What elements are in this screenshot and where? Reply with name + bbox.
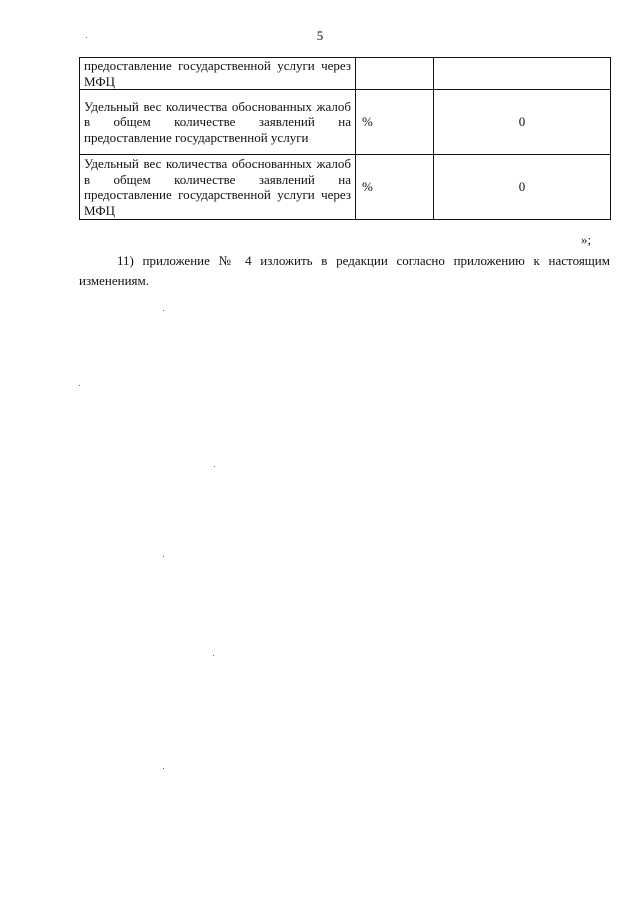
closing-quote: »; — [581, 232, 592, 247]
indicator-text: Удельный вес количества обоснованных жалоб в общем количестве заявлений на предоставление государственной услуги — [84, 98, 351, 145]
indicator-cell — [80, 155, 356, 220]
table-row — [80, 58, 611, 90]
scan-speck — [79, 385, 80, 386]
scan-speck — [213, 655, 214, 656]
amendment-paragraph: 11) приложение № 4 изложить в редакции согласно приложению к настоящим изменениям. — [79, 253, 610, 288]
indicator-cell — [80, 58, 356, 90]
page-number: 5 — [316, 28, 324, 43]
scan-speck — [86, 37, 87, 38]
scan-speck — [163, 310, 164, 311]
scan-speck — [163, 556, 164, 557]
value-cell — [434, 58, 611, 90]
unit-cell — [356, 58, 434, 90]
unit-cell: % — [356, 90, 434, 155]
indicator-cell — [80, 90, 356, 155]
value-cell: 0 — [434, 90, 611, 155]
value-cell: 0 — [434, 155, 611, 220]
unit-cell: % — [356, 155, 434, 220]
table-row — [80, 155, 611, 220]
indicators-table — [79, 57, 611, 220]
table-row — [80, 90, 611, 155]
indicator-text: предоставление государственной услуги через МФЦ — [84, 58, 351, 89]
scan-speck — [214, 466, 215, 467]
scan-speck — [163, 768, 164, 769]
indicator-text: Удельный вес количества обоснованных жалоб в общем количестве заявлений на предоставление государственной услуги через МФЦ — [84, 156, 351, 218]
